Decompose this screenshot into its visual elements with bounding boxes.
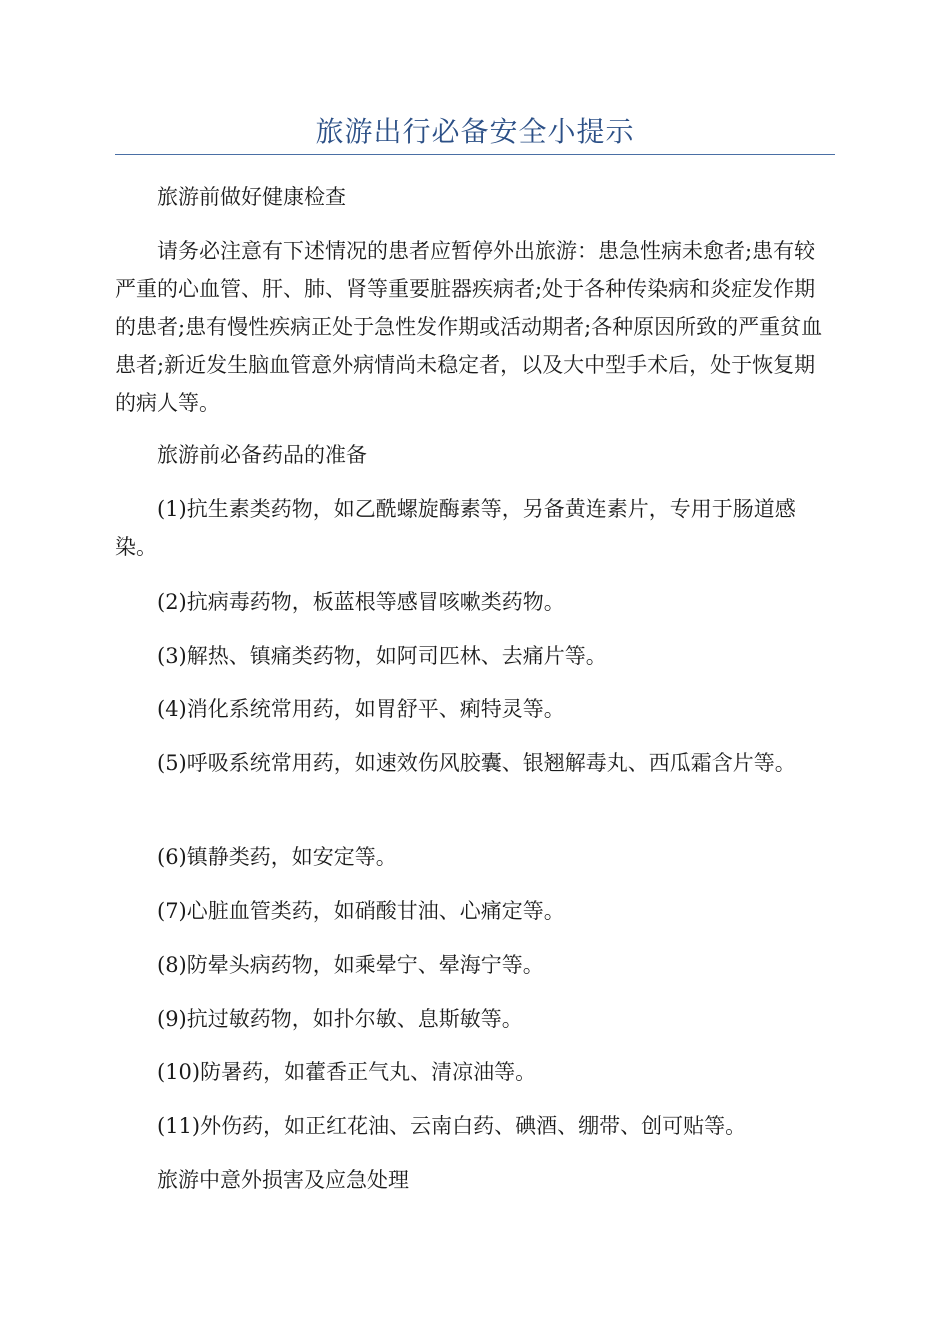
list-item-medicine-2: (2)抗病毒药物，板蓝根等感冒咳嗽类药物。	[157, 590, 565, 614]
list-item-medicine-4: (4)消化系统常用药，如胃舒平、痢特灵等。	[157, 697, 565, 721]
list-item-medicine-3: (3)解热、镇痛类药物，如阿司匹林、去痛片等。	[157, 644, 607, 668]
document-title: 旅游出行必备安全小提示	[315, 115, 635, 148]
title-underline	[115, 154, 835, 155]
document-page	[115, 0, 835, 1192]
list-item-medicine-11: (11)外伤药，如正红花油、云南白药、碘酒、绷带、创可贴等。	[157, 1114, 747, 1138]
section-heading-emergency: 旅游中意外损害及应急处理	[157, 1168, 409, 1192]
paragraph-health-warning: 请务必注意有下述情况的患者应暂停外出旅游：患急性病未愈者;患有较严重的心血管、肝、肺、肾等重要脏器疾病者;处于各种传染病和炎症发作期的患者;患有慢性疾病正处于急性发作期或活动期者;各种原因所致的严重贫血患者;新近发生脑血管意外病情尚未稳定者，以及大中型手术后，处于恢复期的病人等。	[115, 239, 823, 415]
list-item-medicine-8: (8)防晕头病药物，如乘晕宁、晕海宁等。	[157, 953, 544, 977]
section-heading-medicine: 旅游前必备药品的准备	[157, 443, 367, 467]
list-item-medicine-7: (7)心脏血管类药，如硝酸甘油、心痛定等。	[157, 899, 565, 923]
section-heading-health-check: 旅游前做好健康检查	[157, 185, 346, 209]
list-item-medicine-9: (9)抗过敏药物，如扑尔敏、息斯敏等。	[157, 1007, 523, 1031]
list-item-medicine-1: (1)抗生素类药物，如乙酰螺旋酶素等，另备黄连素片，专用于肠道感染。	[115, 497, 796, 559]
list-item-medicine-5: (5)呼吸系统常用药，如速效伤风胶囊、银翘解毒丸、西瓜霜含片等。	[157, 751, 796, 775]
list-item-medicine-6: (6)镇静类药，如安定等。	[157, 845, 397, 869]
list-item-medicine-10: (10)防暑药，如藿香正气丸、清凉油等。	[157, 1060, 537, 1084]
